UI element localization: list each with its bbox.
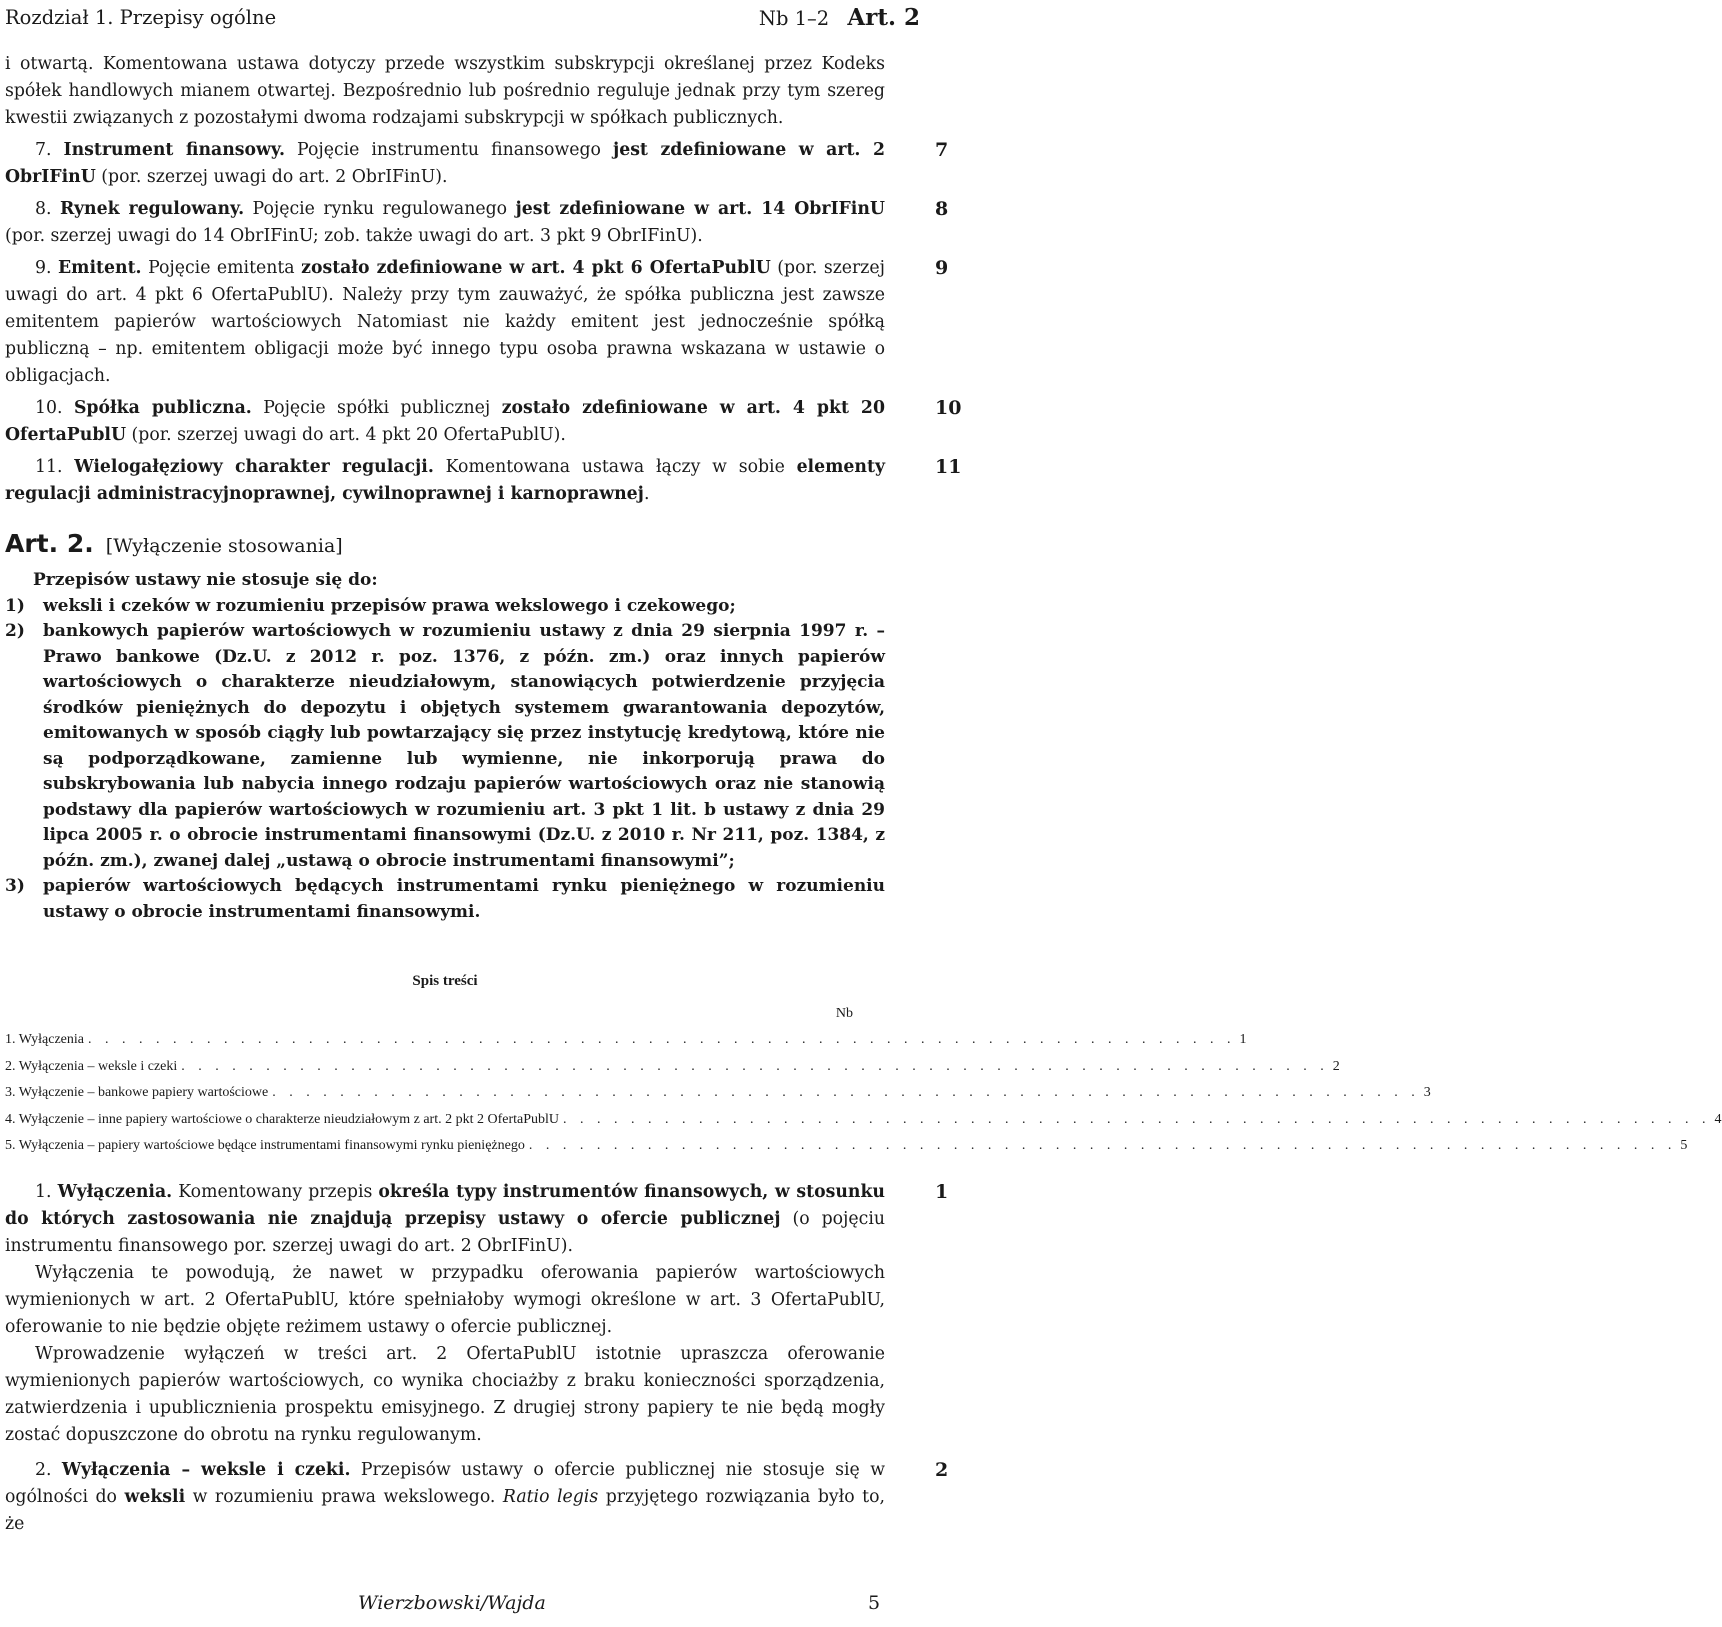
main-text (5, 51, 962, 925)
running-header (5, 4, 920, 32)
paragraph-11: 11 11. Wielogałęziowy charakter regulacji. Komentowana ustawa łączy w sobie elementy regulacji administracyjnoprawnej, cywilnoprawnej i karnoprawnej. (5, 456, 962, 504)
margin-number: 1 (935, 1181, 949, 1203)
margin-number: 10 (935, 397, 962, 419)
margin-number: 9 (935, 257, 949, 279)
commentary-paragraph: Wprowadzenie wyłączeń w treści art. 2 OfertaPublU istotnie upraszcza oferowanie wymienionych papierów wartościowych, co wynika chociażby z braku konieczności sporządzenia, zatwierdzenia i upublicznienia prospektu emisyjnego. Z drugiej strony papiery te nie będą mogły zostać dopuszczone do obrotu na rynku regulowanym. (5, 1344, 885, 1445)
commentary (5, 1179, 949, 1538)
article-item-2: 2) bankowych papierów wartościowych w rozumieniu ustawy z dnia 29 sierpnia 1997 r. – Prawo bankowe (Dz.U. z 2012 r. poz. 1376, z późn. zm.) oraz innych papierów wartościowych o charakterze nieudziałowym, stanowiących potwierdzenie przyjęcia środków pieniężnych do depozytu i objętych systemem gwarantowania depozytów, emitowanych w sposób ciągły lub powtarzający się przez instytucję kredytową, które nie są podporządkowane, zamienne lub wymienne, nie inkorporują prawa do subskrybowania lub nabycia innego rodzaju papierów wartościowych oraz nie stanowią podstawy dla papierów wartościowych w rozumieniu art. 3 pkt 1 lit. b ustawy z dnia 29 lipca 2005 r. o obrocie instrumentami finansowymi (Dz.U. z 2010 r. Nr 211, poz. 1384, z późn. zm.), zwanej dalej „ustawą o obrocie instrumentami finansowymi”; (5, 621, 885, 871)
margin-number: 8 (935, 198, 949, 220)
paragraph-8: 8 8. Rynek regulowany. Pojęcie rynku regulowanego jest zdefiniowane w art. 14 ObrIFinU (por. szerzej uwagi do 14 ObrIFinU; zob. także uwagi do art. 3 pkt 9 ObrIFinU). (5, 198, 949, 246)
article-ref: Art. 2 (847, 4, 920, 31)
header-right (759, 4, 920, 31)
paragraph-10: 10 10. Spółka publiczna. Pojęcie spółki publicznej zostało zdefiniowane w art. 4 pkt 20 OfertaPublU (por. szerzej uwagi do art. 4 pkt 20 OfertaPublU). (5, 397, 962, 445)
paragraph-heading: Wyłączenia – weksle i czeki. (61, 1460, 351, 1480)
toc-row[interactable]: 2. Wyłączenia – weksle i czeki . . . . . . . . . . . . . . . . . . . . . . . . . . . . . . . . . . . . . . . . . . . . . . . . . . . . . . . . . . . . . . . . . . . . 2 (5, 1058, 1340, 1074)
commentary-paragraph-2: 2 2. Wyłączenia – weksle i czeki. Przepisów ustawy o ofercie publicznej nie stosuje się w ogólności do weksli w rozumieniu prawa wekslowego. Ratio legis przyjętego rozwiązania było to, że (5, 1459, 949, 1534)
paragraph-heading: Instrument finansowy. (63, 140, 286, 160)
article-item-3: 3) papierów wartościowych będących instrumentami rynku pieniężnego w rozumieniu ustawy o obrocie instrumentami finansowymi. (5, 876, 885, 922)
paragraph-heading: Wielogałęziowy charakter regulacji. (74, 457, 434, 477)
page-number: 5 (868, 1592, 881, 1614)
margin-number: 11 (935, 456, 962, 478)
toc-row[interactable]: 3. Wyłączenie – bankowe papiery wartościowe . . . . . . . . . . . . . . . . . . . . . . . . . . . . . . . . . . . . . . . . . . . . . . . . . . . . . . . . . . . . . . . . . . . . 3 (5, 1085, 1431, 1100)
article-intro: Przepisów ustawy nie stosuje się do: (33, 570, 378, 590)
toc-row[interactable]: 4. Wyłączenie – inne papiery wartościowe o charakterze nieudziałowym z art. 2 pkt 2 OfertaPublU . . . . . . . . . . . . . . . . . . . . . . . . . . . . . . . . . . . . . . . . . . . . . . . . . . . . . . . . . . . . . . . . . . . . 4 (5, 1111, 1722, 1127)
toc-row[interactable]: 5. Wyłączenia – papiery wartościowe będące instrumentami finansowymi rynku pieniężnego . . . . . . . . . . . . . . . . . . . . . . . . . . . . . . . . . . . . . . . . . . . . . . . . . . . . . . . . . . . . . . . . . . . . 5 (5, 1138, 1688, 1153)
table-of-contents (5, 968, 1722, 1160)
article-item-1: 1) weksli i czeków w rozumieniu przepisów prawa wekslowego i czekowego; (5, 595, 736, 616)
paragraph-heading: Spółka publiczna. (73, 398, 252, 418)
toc-nb-header: Nb (835, 1005, 853, 1021)
commentary-paragraph-1: 1 1. Wyłączenia. Komentowany przepis określa typy instrumentów finansowych, w stosunku do których zastosowania nie znajdują przepisy ustawy o ofercie publicznej (o pojęciu instrumentu finansowego por. szerzej uwagi do art. 2 ObrIFinU). (5, 1181, 949, 1256)
toc-title: Spis treści (412, 973, 478, 989)
paragraph-heading: Rynek regulowany. (59, 199, 245, 219)
paragraph-7: 7 7. Instrument finansowy. Pojęcie instrumentu finansowego jest zdefiniowane w art. 2 ObrIFinU (por. szerzej uwagi do art. 2 ObrIFinU). (5, 139, 949, 187)
margin-number: 7 (935, 139, 949, 161)
article-heading (5, 530, 885, 560)
paragraph-heading: Emitent. (58, 258, 142, 278)
margin-number: 2 (935, 1459, 949, 1481)
paragraph-heading: Wyłączenia. (57, 1182, 173, 1202)
commentary-paragraph: Wyłączenia te powodują, że nawet w przypadku oferowania papierów wartościowych wymienionych w art. 2 OfertaPublU, które spełniałoby wymogi określone w art. 3 OfertaPublU, oferowanie to nie będzie objęte reżimem ustawy o ofercie publicznej. (5, 1263, 885, 1337)
article-text (5, 568, 885, 925)
margin-number-range: Nb 1–2 (758, 7, 830, 30)
intro-paragraph: i otwartą. Komentowana ustawa dotyczy przede wszystkim subskrypcji określanej przez Kodeks spółek handlowych mianem otwartej. Bezpośrednio lub pośrednio reguluje jednak przy tym szereg kwestii związanych z pozostałymi dwoma rodzajami subskrypcji w spółkach publicznych. (5, 54, 885, 128)
footer-authors: Wierzbowski/Wajda (358, 1592, 546, 1614)
paragraph-9: 9 9. Emitent. Pojęcie emitenta zostało zdefiniowane w art. 4 pkt 6 OfertaPublU (por. szerzej uwagi do art. 4 pkt 6 OfertaPublU). Należy przy tym zauważyć, że spółka publiczna jest zawsze emitentem papierów wartościowych Natomiast nie każdy emitent jest jednocześnie spółką publiczną – np. emitentem obligacji może być innego typu osoba prawna wskazana w ustawie o obligacjach. (5, 257, 949, 386)
chapter-title: Rozdział 1. Przepisy ogólne (5, 6, 277, 29)
article-number: Art. 2. (5, 529, 94, 558)
toc-row[interactable]: 1. Wyłączenia . . . . . . . . . . . . . . . . . . . . . . . . . . . . . . . . . . . . . . . . . . . . . . . . . . . . . . . . . . . . . . . . . . . . 1 (5, 1032, 1247, 1047)
article-title: [Wyłączenie stosowania] (105, 535, 343, 557)
